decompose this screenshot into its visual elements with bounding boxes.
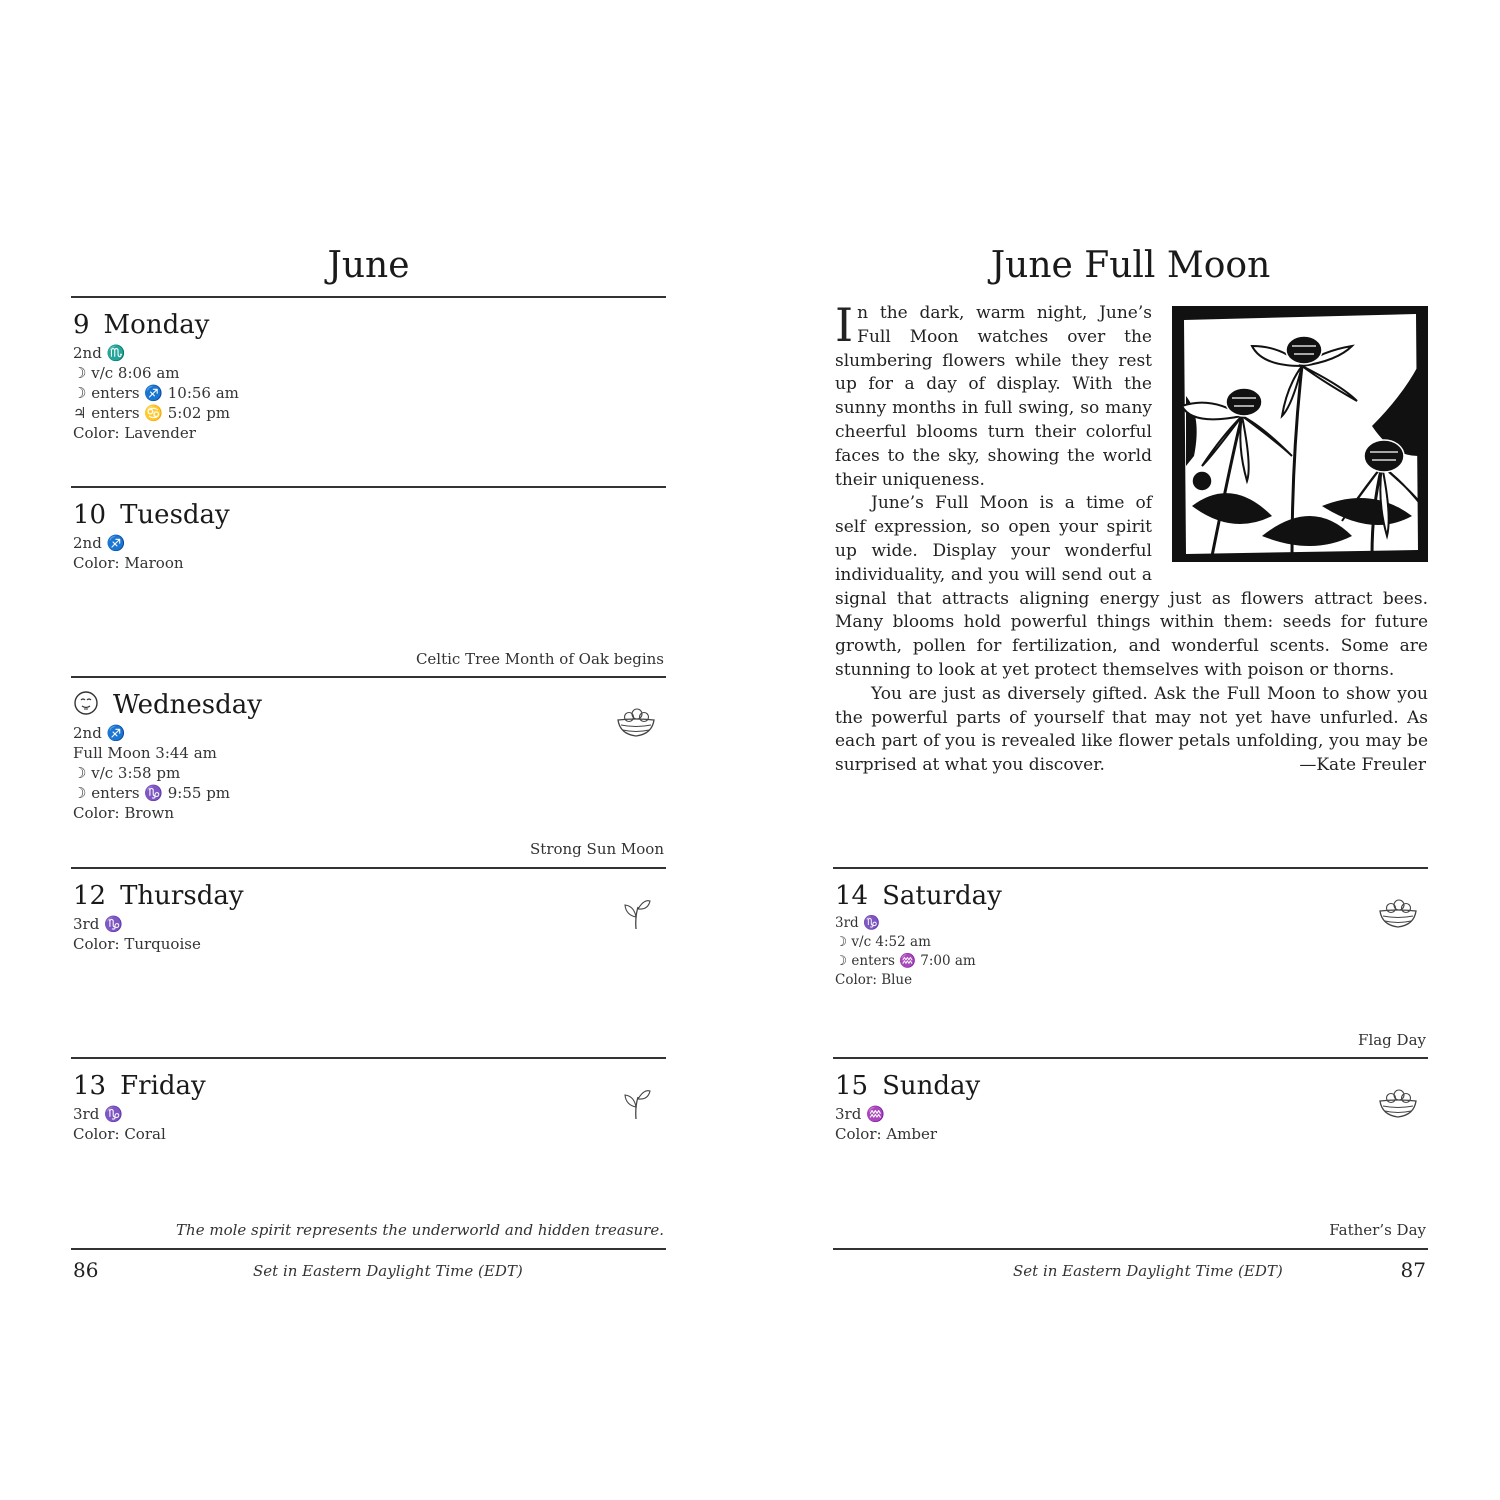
day-color: Color: Coral (73, 1125, 166, 1143)
day-number: 14 (835, 881, 869, 911)
sprout-icon (614, 1085, 658, 1121)
essay-author: —Kate Freuler (1299, 755, 1426, 775)
day-entry-monday (71, 298, 666, 486)
essay-paragraph-2: June’s Full Moon is a time of self expression, so open your spirit up wide. Display your wonderful individuality, and you will send out a signal that attracts aligning energy just as flowers attract bees. Many blooms hold powerful things within them: seeds for future growth, pollen for fertilization, and wonderful scents. Some are stunning to look at yet protect themselves with poison or thorns. (835, 493, 1428, 680)
day-entry-sunday (833, 1059, 1428, 1247)
day-note: Flag Day (1358, 1031, 1426, 1049)
day-number: 15 (835, 1071, 869, 1101)
day-number: 10 (73, 500, 107, 530)
moon-phase: 3rd ♑ (835, 915, 880, 931)
day-details (73, 533, 184, 573)
right-page (833, 0, 1428, 1500)
day-color: Color: Blue (835, 972, 913, 988)
day-heading (835, 1071, 980, 1101)
drop-cap: I (835, 298, 854, 352)
day-heading (73, 690, 262, 720)
detail-line: ☽ v/c 4:52 am (835, 934, 931, 950)
day-details (835, 1104, 937, 1144)
essay-paragraph-3: You are just as diversely gifted. Ask the Full Moon to show you the powerful parts of yourself that may not yet have unfurled. As each part of you is revealed like flower petals unfolding, you may be surprised at what you discover. (835, 683, 1428, 776)
day-heading (73, 1071, 206, 1101)
day-note: Celtic Tree Month of Oak begins (415, 650, 664, 668)
moon-phase: 3rd ♒ (835, 1105, 885, 1123)
day-note: The mole spirit represents the underworld and hidden treasure. (176, 1221, 664, 1239)
day-entry-tuesday (71, 488, 666, 676)
day-color: Color: Maroon (73, 554, 184, 572)
day-color: Color: Brown (73, 804, 175, 822)
detail-line: ☽ v/c 8:06 am (73, 364, 180, 382)
moon-phase: 3rd ♑ (73, 1105, 123, 1123)
sprout-icon (614, 895, 658, 931)
moon-phase: 2nd ♐ (73, 534, 126, 552)
day-color: Color: Turquoise (73, 935, 201, 953)
divider (833, 1248, 1428, 1250)
day-entry-wednesday (71, 678, 666, 866)
day-entry-friday (71, 1059, 666, 1247)
page-title: June (327, 245, 410, 286)
moon-phase: 2nd ♐ (73, 724, 126, 742)
day-details (73, 1104, 166, 1144)
moon-phase: 2nd ♏ (73, 344, 126, 362)
page-number: 86 (73, 1258, 99, 1282)
day-heading (73, 310, 209, 340)
day-name: Thursday (120, 881, 244, 911)
basket-icon (1376, 1085, 1420, 1121)
full-moon-icon (73, 690, 99, 716)
day-name: Friday (120, 1071, 206, 1101)
basket-icon (1376, 895, 1420, 931)
day-name: Sunday (882, 1071, 981, 1101)
detail-line: ♃ enters ♋ 5:02 pm (73, 404, 231, 422)
day-note: Strong Sun Moon (530, 840, 664, 858)
full-moon-essay (835, 298, 1428, 778)
divider (71, 1248, 666, 1250)
detail-line: Full Moon 3:44 am (73, 744, 217, 762)
day-heading (73, 500, 230, 530)
day-entry-saturday (833, 869, 1428, 1057)
day-name: Monday (103, 310, 210, 340)
detail-line: ☽ enters ♒ 7:00 am (835, 953, 976, 969)
detail-line: ☽ enters ♐ 10:56 am (73, 384, 239, 402)
day-number: 12 (73, 881, 107, 911)
day-number: 13 (73, 1071, 107, 1101)
time-zone-note: Set in Eastern Daylight Time (EDT) (253, 1262, 523, 1280)
day-details (73, 723, 230, 823)
essay-paragraph-1: In the dark, warm night, June’s Full Moon watches over the slumbering flowers while they rest up for a day of display. With the sunny months in full swing, so many cheerful blooms turn their colorful faces to the sky, showing the world their uniqueness. (835, 298, 1152, 490)
day-note: Father’s Day (1329, 1221, 1426, 1239)
day-heading (73, 881, 244, 911)
day-name: Saturday (882, 881, 1002, 911)
time-zone-note: Set in Eastern Daylight Time (EDT) (1013, 1262, 1283, 1280)
page-number: 87 (1400, 1258, 1426, 1282)
day-color: Color: Lavender (73, 424, 196, 442)
day-name: Tuesday (120, 500, 230, 530)
left-page (71, 0, 666, 1500)
basket-icon (614, 704, 658, 740)
day-color: Color: Amber (835, 1125, 938, 1143)
detail-line: ☽ v/c 3:58 pm (73, 764, 181, 782)
coneflower-illustration (1172, 306, 1428, 562)
page-title: June Full Moon (990, 245, 1271, 286)
day-details (73, 914, 201, 954)
day-details (835, 914, 976, 990)
day-number: 9 (73, 310, 90, 340)
day-details (73, 343, 239, 443)
day-heading (835, 881, 1002, 911)
day-entry-thursday (71, 869, 666, 1057)
detail-line: ☽ enters ♑ 9:55 pm (73, 784, 231, 802)
day-name: Wednesday (113, 690, 262, 720)
moon-phase: 3rd ♑ (73, 915, 123, 933)
